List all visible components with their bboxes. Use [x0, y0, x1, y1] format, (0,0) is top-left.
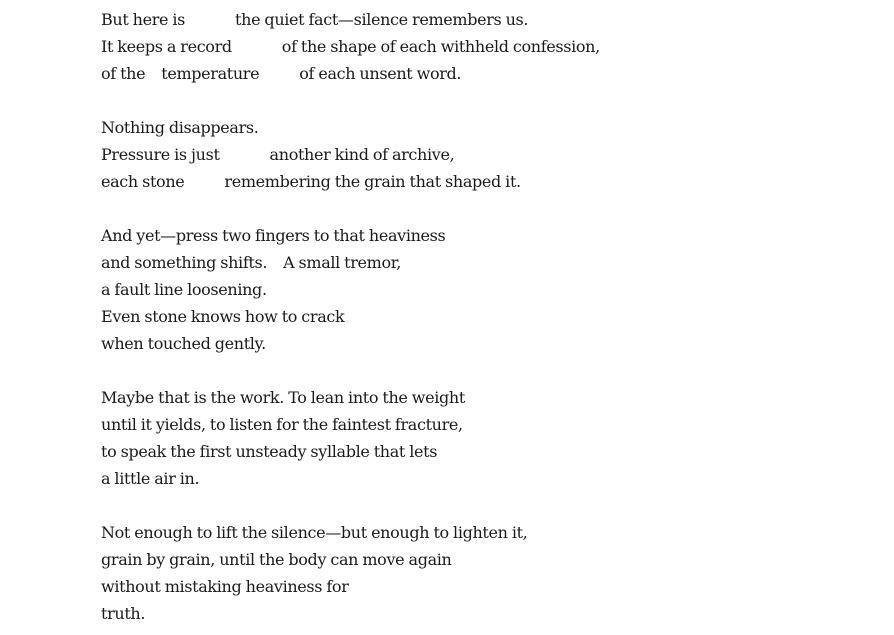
line-segment: temperature: [161, 64, 260, 83]
poem-line: [101, 384, 600, 411]
line-segment: But here is: [101, 10, 186, 29]
poem-line: [101, 519, 600, 546]
line-segment: Pressure is just: [101, 145, 220, 164]
poem-line: [101, 60, 600, 87]
line-segment: It keeps a record: [101, 37, 232, 56]
poem-line: [101, 168, 600, 195]
poem-line: [101, 33, 600, 60]
poem: [101, 6, 600, 627]
stanza-1: [101, 6, 600, 87]
poem-line: [101, 249, 600, 276]
line-segment: Even stone knows how to crack: [101, 307, 345, 326]
line-segment: the quiet fact—silence remembers us.: [235, 10, 529, 29]
line-segment: Not enough to lift the silence—but enough to lighten it,: [101, 523, 528, 542]
line-segment: grain by grain, until the body can move again: [101, 550, 452, 569]
poem-line: [101, 6, 600, 33]
line-segment: truth.: [101, 604, 146, 623]
line-segment: without mistaking heaviness for: [101, 577, 349, 596]
stanza-3: [101, 222, 600, 357]
line-segment: of the shape of each withheld confession,: [281, 37, 600, 56]
line-segment: Nothing disappears.: [101, 118, 259, 137]
line-segment: until it yields, to listen for the faintest fracture,: [101, 415, 463, 434]
poem-line: [101, 465, 600, 492]
line-segment: remembering the grain that shaped it.: [224, 172, 521, 191]
poem-line: [101, 600, 600, 627]
line-segment: another kind of archive,: [269, 145, 455, 164]
line-segment: a fault line loosening.: [101, 280, 267, 299]
poem-line: [101, 330, 600, 357]
line-segment: to speak the first unsteady syllable that lets: [101, 442, 438, 461]
poem-line: [101, 222, 600, 249]
poem-line: [101, 303, 600, 330]
poem-line: [101, 546, 600, 573]
line-segment: And yet—press two fingers to that heaviness: [101, 226, 446, 245]
poem-line: [101, 141, 600, 168]
line-segment: Maybe that is the work. To lean into the weight: [101, 388, 465, 407]
poem-line: [101, 438, 600, 465]
poem-line: [101, 411, 600, 438]
stanza-2: [101, 114, 600, 195]
poem-line: [101, 114, 600, 141]
poem-line: [101, 573, 600, 600]
line-segment: of the: [101, 64, 146, 83]
line-segment: each stone: [101, 172, 185, 191]
stanza-4: [101, 384, 600, 492]
poem-line: [101, 276, 600, 303]
line-segment: when touched gently.: [101, 334, 266, 353]
line-segment: of each unsent word.: [299, 64, 462, 83]
line-segment: a little air in.: [101, 469, 200, 488]
stanza-5: [101, 519, 600, 627]
line-segment: and something shifts.: [101, 253, 268, 272]
line-segment: A small tremor,: [283, 253, 402, 272]
